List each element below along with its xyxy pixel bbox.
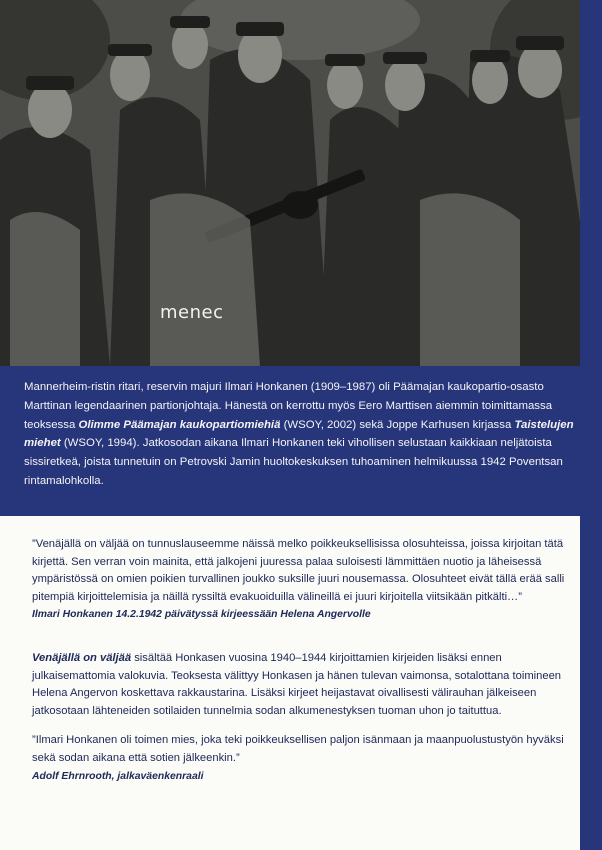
book-description: [32, 650, 570, 720]
letter-quote-signature: Ilmari Honkanen 14.2.1942 päivätyssä kirjeessään Helena Angervolle: [32, 609, 371, 621]
cover-photo: [0, 0, 602, 366]
intro-text-a: Mannerheim-ristin ritari, reservin majuri Ilmari Honkanen (1909–1987) oli Päämajan kaukopartio-osasto Marttinan legendaarinen partionjohtaja. Hänestä on kerrottu myös Eero Marttisen aiemmin toimittamassa teoksessa: [24, 381, 553, 431]
intro-text-b: (WSOY, 2002) sekä Joppe Karhusen kirjassa: [280, 418, 515, 431]
intro-paragraph: [24, 378, 592, 491]
book-description-text: sisältää Honkasen vuosina 1940–1944 kirjoittamien kirjeiden lisäksi ennen julkaisemattomia valokuvia. Teoksesta välittyy Honkasen ja hänen tulevan vaimonsa, sotalottana toimineen Helena Angervon koskettava rakkaustarina. Lisäksi kirjeet heijastavat oivallisesti välirauhan jälkeiseen jatkosotaan lähteneiden sotilaiden tunnelmia sodan alkumenestyksen tuoman uhon jo taituttua.: [32, 651, 562, 717]
book-title: Venäjällä on väljää: [32, 651, 132, 664]
back-cover-content: [0, 516, 580, 850]
intro-band: [0, 366, 602, 516]
intro-book-title-1: Olimme Päämajan kaukopartiomiehiä: [78, 418, 281, 431]
endorsement-quote: ”Ilmari Honkanen oli toimen mies, joka teki poikkeuksellisen paljon isänmaan ja maanpuolustustyön hyväksi sekä sodan aikana että sotien jälkeenkin.”: [32, 734, 564, 764]
intro-book-title-2: Taistelujen miehet: [24, 418, 574, 450]
soldiers-photo-illustration: [0, 0, 602, 366]
endorsement-signature: Adolf Ehrnrooth, jalkaväenkenraali: [32, 770, 204, 782]
watermark-text: menec: [160, 302, 224, 323]
letter-quote: ”Venäjällä on väljää on tunnuslauseemme näissä melko poikkeuksellisissa olosuhteissa, joissa kirjoitan tätä kirjettä. Sen verran voin mainita, että jalkojeni juuressa palaa suloisesti lämmittäen nuotio ja läheisessä ympäristössä on omien poikien turvallinen joukko suksille juuri nousemassa. Olosuhteet eivät tällä erää salli pitempiä kirjoittelemisia ja näillä ryssiltä evakuoiduilla välineillä ei juuri kirjoitella viitsikään pitkälti…”: [32, 538, 565, 603]
intro-text-c: (WSOY, 1994). Jatkosodan aikana Ilmari Honkanen teki vihollisen selustaan kaikkiaan neljätoista sissiretkeä, joista tunnetuin on Petrovski Jamin huoltokeskuksen tuhoaminen helmikuussa 1942 Poventsan rintamalohkolla.: [24, 437, 563, 487]
